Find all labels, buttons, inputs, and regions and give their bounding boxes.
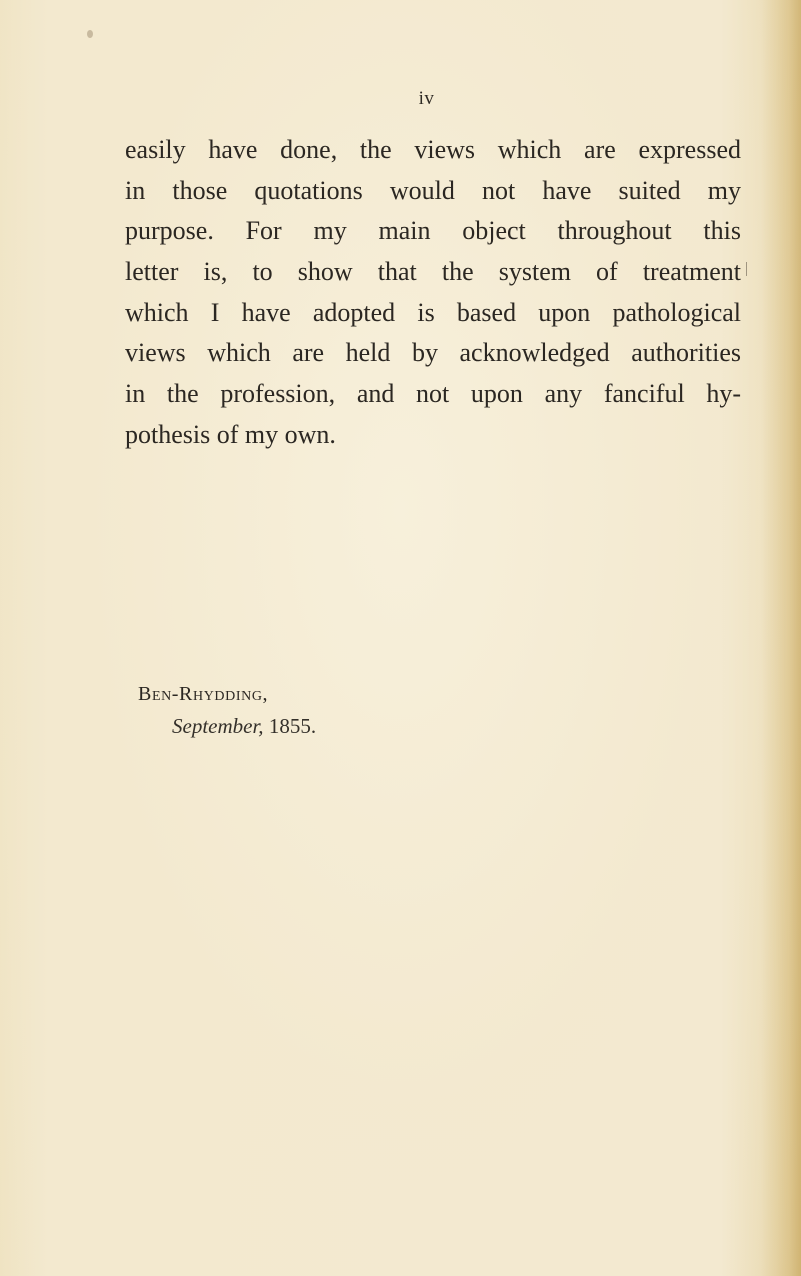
paper-blemish bbox=[87, 30, 93, 38]
text-line: purpose. For my main object throughout this bbox=[125, 216, 741, 246]
date-month: September, bbox=[172, 714, 264, 738]
text-line: easily have done, the views which are expressed bbox=[125, 135, 741, 164]
signature-block bbox=[138, 680, 316, 744]
margin-mark bbox=[746, 262, 747, 276]
signature-date bbox=[172, 708, 316, 744]
text-line: views which are held by acknowledged authorities bbox=[125, 338, 741, 368]
text-line: letter is, to show that the system of treatment bbox=[125, 257, 741, 287]
signature-place: Ben-Rhydding, bbox=[138, 683, 269, 705]
text-line: which I have adopted is based upon pathological bbox=[125, 297, 741, 327]
text-line: in the profession, and not upon any fanciful hy- bbox=[125, 379, 741, 409]
date-year: 1855. bbox=[268, 714, 317, 738]
text-line: pothesis of my own. bbox=[125, 419, 336, 449]
body-paragraph bbox=[125, 130, 741, 456]
text-line: in those quotations would not have suited my bbox=[125, 175, 741, 205]
page-number: iv bbox=[418, 88, 435, 109]
page-edge-shadow bbox=[761, 0, 801, 1276]
